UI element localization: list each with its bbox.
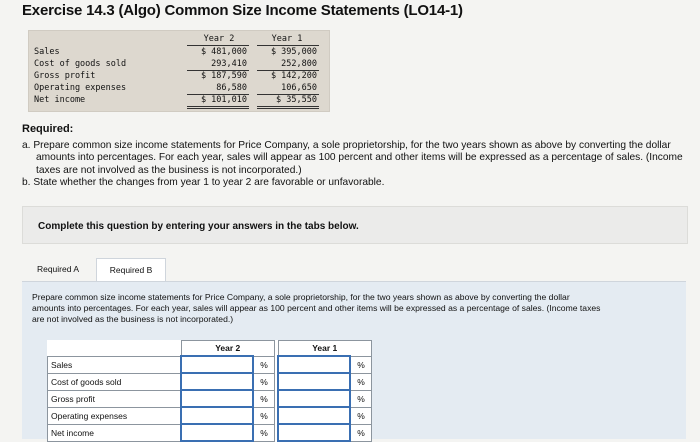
sales-year1-input[interactable]: [278, 356, 350, 373]
complete-question-text: Complete this question by entering your answers in the tabs below.: [38, 221, 359, 232]
table-row: [48, 424, 372, 441]
statement-value: $ 481,000: [200, 47, 247, 57]
required-text: [22, 140, 687, 189]
row-label: Sales: [48, 356, 182, 373]
percent-sign: %: [350, 390, 372, 407]
panel-instruction: Prepare common size income statements for Price Company, a sole proprietorship, for the two years shown as above by converting the dollar amounts into percentages. For each year, sales will appear as 100 percent and other items will be expressed as a percentage of sales. (Income taxes are not involved as the business is not incorporated.): [32, 292, 601, 324]
sales-year2-input[interactable]: [181, 356, 253, 373]
statement-label: Net income: [34, 95, 86, 105]
statement-value: $ 101,010: [200, 95, 247, 105]
statement-value: $ 187,590: [200, 71, 247, 81]
cogs-year2-input[interactable]: [181, 373, 253, 390]
percent-sign: %: [253, 373, 275, 390]
table-row: [48, 390, 372, 407]
percent-sign: %: [350, 407, 372, 424]
answer-header-year1: Year 1: [278, 341, 372, 357]
percent-sign: %: [350, 373, 372, 390]
statement-value: 86,580: [216, 83, 247, 93]
answer-header-year2: Year 2: [181, 341, 275, 357]
statement-label: Cost of goods sold: [34, 59, 127, 69]
table-row: [48, 407, 372, 424]
cogs-year1-input[interactable]: [278, 373, 350, 390]
statement-value: 252,800: [281, 59, 317, 69]
tab-required-a[interactable]: Required A: [36, 264, 80, 274]
table-row: [48, 356, 372, 373]
income-statement-image: [28, 30, 330, 112]
operating-expenses-year1-input[interactable]: [278, 407, 350, 424]
operating-expenses-year2-input[interactable]: [181, 407, 253, 424]
percent-sign: %: [253, 390, 275, 407]
statement-header-year2: Year 2: [203, 34, 235, 44]
statement-value: $ 395,000: [270, 47, 317, 57]
table-row: [48, 373, 372, 390]
answer-header-blank: [48, 341, 182, 357]
percent-sign: %: [253, 407, 275, 424]
gross-profit-year1-input[interactable]: [278, 390, 350, 407]
row-label: Cost of goods sold: [48, 373, 182, 390]
percent-sign: %: [253, 356, 275, 373]
gross-profit-year2-input[interactable]: [181, 390, 253, 407]
net-income-year2-input[interactable]: [181, 424, 253, 441]
row-label: Gross profit: [48, 390, 182, 407]
tab-required-b[interactable]: Required B: [96, 258, 166, 281]
statement-value: 293,410: [211, 59, 247, 69]
percent-sign: %: [253, 424, 275, 441]
percent-sign: %: [350, 356, 372, 373]
statement-label: Operating expenses: [34, 83, 127, 93]
percent-sign: %: [350, 424, 372, 441]
row-label: Net income: [48, 424, 182, 441]
required-heading: Required:: [22, 123, 74, 135]
tab-panel: [22, 281, 686, 439]
statement-value: 106,650: [281, 83, 317, 93]
net-income-year1-input[interactable]: [278, 424, 350, 441]
statement-label: Sales: [34, 47, 60, 57]
statement-header-year1: Year 1: [271, 34, 303, 44]
complete-question-banner: [22, 206, 688, 244]
answer-table: [47, 340, 372, 442]
statement-value: $ 142,200: [270, 71, 317, 81]
row-label: Operating expenses: [48, 407, 182, 424]
statement-label: Gross profit: [34, 71, 96, 81]
required-b: b. State whether the changes from year 1 to year 2 are favorable or unfavorable.: [22, 176, 385, 188]
statement-value: $ 35,550: [276, 95, 317, 105]
exercise-title: Exercise 14.3 (Algo) Common Size Income Statements (LO14-1): [22, 2, 463, 19]
required-a: a. Prepare common size income statements for Price Company, a sole proprietorship, for the two years shown as above by converting the dollar amounts into percentages. For each year, sales will appear as 100 percent and other items will be expressed as a percentage of sales. (Income taxes are not involved as the business is not incorporated.): [22, 140, 683, 176]
